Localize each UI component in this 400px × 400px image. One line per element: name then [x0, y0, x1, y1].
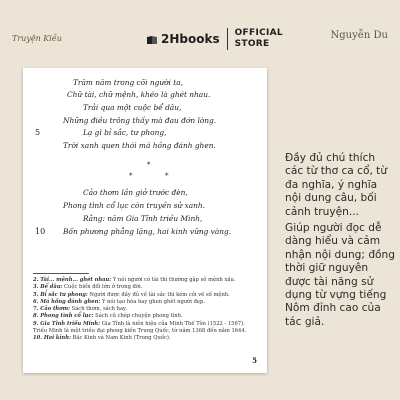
footnote: 10. Hai kinh: Bắc Kinh và Nam Kinh (Trung Quốc). — [33, 335, 171, 342]
section-divider-star: * — [129, 172, 133, 180]
brand-name: 2Hbooks — [161, 32, 220, 46]
line-number-5: 5 — [35, 128, 41, 137]
description-paragraph-1: Đầy đủ chú thích các từ thơ ca cổ, từ đa nghĩa, ý nghĩa nội dung câu, bối cảnh truyện... — [285, 152, 388, 218]
verse-line-5: Lạ gì bỉ sắc, tư phong, — [83, 128, 167, 137]
brand-divider — [227, 28, 228, 50]
verse-line-1: Trăm năm trong cõi người ta, — [73, 78, 183, 87]
footnote: 9. Gia Tĩnh triều Minh: Gia Tĩnh là niên hiệu của Minh Thế Tôn (1522 - 1567). Triều Minh là một triều đại phong kiến Trung Quốc, từ năm 1368 đến năm 1644. — [33, 320, 247, 335]
verse-line-6: Trời xanh quen thói má hồng đánh ghen. — [63, 141, 216, 150]
author-name: Nguyễn Du — [330, 30, 388, 41]
verse-line-8: Phong tình cổ lục còn truyền sử xanh. — [63, 201, 205, 210]
verse-line-3: Trải qua một cuộc bể dâu, — [83, 103, 182, 112]
series-logo: Truyện Kiều — [12, 34, 62, 43]
verse-line-7: Cảo thơm lần giở trước đèn, — [83, 188, 188, 197]
description-paragraph-2: Giúp người đọc dễ dàng hiểu và cảm nhận nội dung; đồng thời giữ nguyên được tài năng sử dụng từ vựng tiếng Nôm đỉnh cao của tác giả. — [285, 222, 395, 328]
footnote: 5. Bỉ sắc tư phong: Người được đầy đủ về tài sắc thì kém cỏi về số mệnh. — [33, 291, 230, 298]
footnote: 3. Bể dâu: Cuộc biến đổi lớn ở trong đời. — [33, 284, 143, 291]
store-line-2: STORE — [234, 39, 270, 49]
footnote: 6. Má hồng đánh ghen: Ý nói tạo hóa hay ghen ghét người đẹp. — [33, 298, 205, 305]
footnote-rule — [33, 273, 89, 274]
line-number-10: 10 — [35, 227, 46, 236]
verse-line-9: Rằng: năm Gia Tĩnh triều Minh, — [83, 214, 203, 223]
page-number: 5 — [252, 356, 257, 365]
section-divider-star: * — [147, 161, 151, 169]
book-page — [23, 68, 267, 373]
store-line-1: OFFICIAL — [234, 28, 283, 38]
official-store-label — [235, 28, 283, 50]
footnote: 2. Tài... mệnh... ghét nhau: Ý nói người có tài thì thường gặp số mệnh xấu. — [33, 277, 236, 283]
verse-line-4: Những điều trông thấy mà đau đớn lòng. — [63, 116, 217, 125]
section-divider-star: * — [165, 172, 169, 180]
footnotes — [33, 277, 259, 343]
book-icon — [146, 34, 158, 44]
brand-logo — [146, 32, 220, 46]
footnote: 8. Phong tình cổ lục: Sách cũ chép chuyện phong tình. — [33, 313, 183, 320]
verse-line-10: Bốn phương phẳng lặng, hai kinh vững vàng. — [63, 227, 232, 236]
footnote: 7. Cảo thơm: Sách thơm, sách hay. — [33, 306, 127, 313]
brand-block — [146, 28, 283, 50]
verse-line-2: Chữ tài, chữ mệnh, khéo là ghét nhau. — [67, 90, 211, 99]
